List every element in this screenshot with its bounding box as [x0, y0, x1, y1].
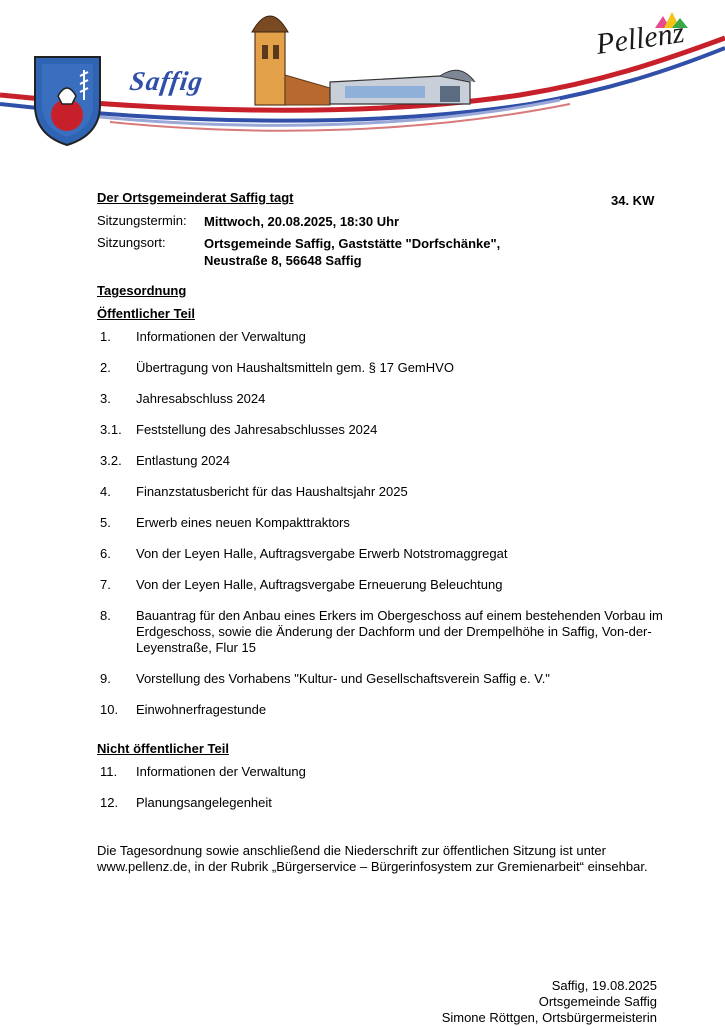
calendar-week: 34. KW	[611, 193, 655, 208]
agenda-item-text: Von der Leyen Halle, Auftragsvergabe Erneuerung Beleuchtung	[136, 577, 503, 592]
agenda-item-text: Von der Leyen Halle, Auftragsvergabe Erwerb Notstromaggregat	[136, 546, 508, 561]
agenda-item-text: Übertragung von Haushaltsmitteln gem. § 17 GemHVO	[136, 360, 454, 375]
agenda-item-number: 3.1.	[100, 422, 122, 437]
signature-place-date: Saffig, 19.08.2025	[551, 978, 657, 993]
agenda-item-text: Entlastung 2024	[136, 453, 230, 468]
agenda-heading: Tagesordnung	[97, 283, 187, 298]
agenda-item-number: 10.	[100, 702, 119, 717]
agenda-item-text: Feststellung des Jahresabschlusses 2024	[136, 422, 378, 437]
date-value: Mittwoch, 20.08.2025, 18:30 Uhr	[204, 214, 400, 229]
agenda-item-number: 3.	[100, 391, 111, 406]
coat-of-arms-icon	[35, 57, 100, 145]
publication-note: Die Tagesordnung sowie anschließend die Niederschrift zur öffentlichen Sitzung ist unter www.pellenz.de, in der Rubrik „Bürgerservice – Bürgerinfosystem zur Gremienarbeit“ einsehbar.	[97, 843, 648, 874]
hall-building-icon	[330, 70, 475, 104]
private-part-heading: Nicht öffentlicher Teil	[97, 741, 229, 756]
signature-block	[442, 978, 657, 1026]
date-label: Sitzungstermin:	[97, 213, 187, 228]
agenda-item-number: 1.	[100, 329, 111, 344]
agenda-item-number: 7.	[100, 577, 111, 592]
agenda-item-text: Informationen der Verwaltung	[136, 329, 306, 344]
signature-person: Simone Röttgen, Ortsbürgermeisterin	[441, 1010, 657, 1025]
agenda-item-text: Planungsangelegenheit	[136, 795, 272, 810]
agenda-item-text: Finanzstatusbericht für das Haushaltsjahr 2025	[136, 484, 408, 499]
agenda-item-number: 12.	[100, 795, 119, 810]
agenda-item-number: 5.	[100, 515, 111, 530]
agenda-item-text: Erwerb eines neuen Kompakttraktors	[136, 515, 350, 530]
signature-organization: Ortsgemeinde Saffig	[538, 994, 657, 1009]
region-name-logo: Pellenz	[594, 16, 687, 61]
agenda-item-number: 3.2.	[100, 453, 122, 468]
page-header	[0, 0, 725, 150]
agenda-item-number: 11.	[100, 764, 118, 779]
agenda-item-text: Jahresabschluss 2024	[136, 391, 266, 406]
public-part-heading: Öffentlicher Teil	[97, 306, 195, 321]
agenda-item-text: Einwohnerfragestunde	[136, 702, 267, 717]
header-banner-illustration	[0, 0, 725, 150]
agenda-item-text: Vorstellung des Vorhabens "Kultur- und Gesellschaftsverein Saffig e. V."	[136, 671, 550, 686]
agenda-item-text: Informationen der Verwaltung	[136, 764, 306, 779]
church-tower-icon	[252, 16, 330, 105]
location-line-2: Neustraße 8, 56648 Saffig	[204, 253, 362, 268]
agenda-item-text: Bauantrag für den Anbau eines Erkers im Obergeschoss auf einem bestehenden Vorbau im Erdgeschoss, sowie die Änderung der Dachform und der Drempelhöhe in Saffig, Von-der-Leyenstraße, Flur 15	[136, 608, 663, 655]
agenda-item-number: 9.	[100, 671, 111, 686]
agenda-item-number: 8.	[100, 608, 111, 623]
location-value	[204, 235, 624, 269]
agenda-item-number: 2.	[100, 360, 111, 375]
agenda-item-number: 6.	[100, 546, 111, 561]
town-name-logo: Saffig	[127, 66, 206, 96]
location-line-1: Ortsgemeinde Saffig, Gaststätte "Dorfschänke",	[204, 236, 501, 251]
location-label: Sitzungsort:	[97, 235, 166, 250]
agenda-item-number: 4.	[100, 484, 111, 499]
meeting-title: Der Ortsgemeinderat Saffig tagt	[97, 190, 294, 205]
